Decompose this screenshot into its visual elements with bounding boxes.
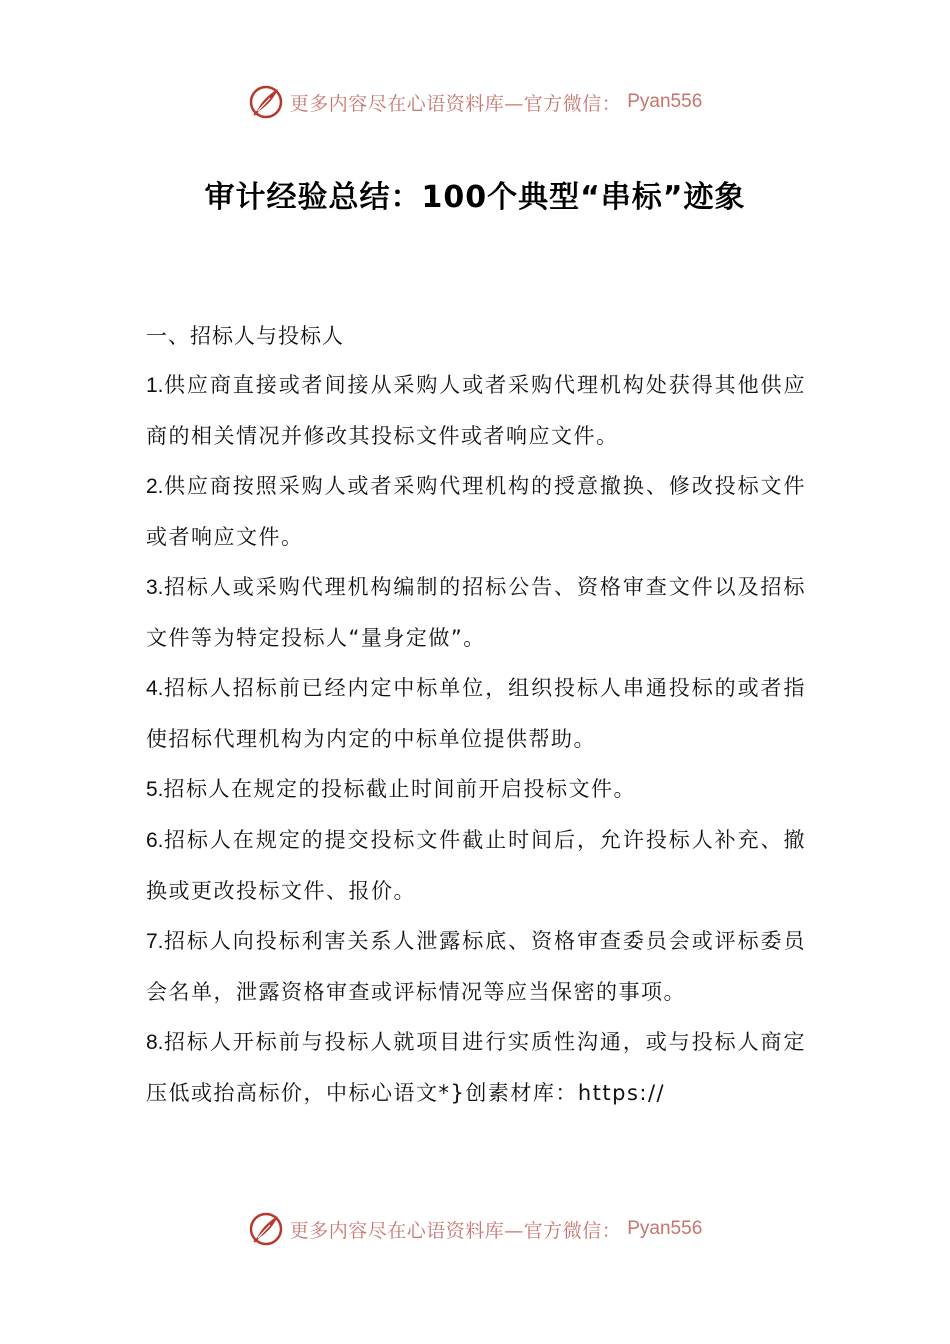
item-number: 8. — [146, 1031, 164, 1054]
list-item — [146, 1017, 806, 1118]
header-banner-text: 更多内容尽在心语资料库—官方微信： — [289, 92, 622, 115]
item-number: 1. — [146, 374, 164, 397]
item-number: 4. — [146, 677, 164, 700]
list-item — [146, 663, 806, 764]
item-number: 3. — [146, 576, 164, 599]
header-banner — [0, 82, 950, 122]
item-text: 招标人开标前与投标人就项目进行实质性沟通，或与投标人商定压低或抬高标价，中标心语文*}创素材库：https:// — [146, 1030, 806, 1105]
footer-banner-wechat-id: Pyan556 — [627, 1218, 703, 1239]
list-item — [146, 764, 806, 815]
item-number: 2. — [146, 475, 164, 498]
footer-banner-text: 更多内容尽在心语资料库—官方微信： — [289, 1219, 622, 1242]
quill-pen-logo-icon — [248, 84, 284, 120]
item-number: 7. — [146, 930, 164, 953]
item-text: 招标人招标前已经内定中标单位，组织投标人串通投标的或者指使招标代理机构为内定的中标单位提供帮助。 — [146, 676, 806, 751]
item-text: 招标人在规定的提交投标文件截止时间后，允许投标人补充、撤换或更改投标文件、报价。 — [146, 828, 806, 903]
quill-pen-logo-icon — [248, 1211, 284, 1247]
list-item — [146, 461, 806, 562]
item-text: 供应商直接或者间接从采购人或者采购代理机构处获得其他供应商的相关情况并修改其投标文件或者响应文件。 — [146, 373, 806, 448]
list-item — [146, 562, 806, 663]
item-number: 5. — [146, 778, 164, 801]
item-text: 招标人向投标利害关系人泄露标底、资格审查委员会或评标委员会名单，泄露资格审查或评标情况等应当保密的事项。 — [146, 929, 806, 1004]
list-item — [146, 360, 806, 461]
document-title: 审计经验总结：100个典型“串标”迹象 — [204, 180, 746, 215]
list-item — [146, 916, 806, 1017]
section-heading: 一、招标人与投标人 — [146, 324, 344, 348]
list-item — [146, 815, 806, 916]
item-text: 供应商按照采购人或者采购代理机构的授意撤换、修改投标文件或者响应文件。 — [146, 474, 806, 549]
footer-banner — [0, 1209, 950, 1249]
item-text: 招标人或采购代理机构编制的招标公告、资格审查文件以及招标文件等为特定投标人“量身定做”。 — [146, 575, 806, 650]
document-body — [146, 312, 806, 1118]
header-banner-wechat-id: Pyan556 — [627, 91, 703, 112]
item-number: 6. — [146, 829, 164, 852]
item-text: 招标人在规定的投标截止时间前开启投标文件。 — [163, 777, 637, 801]
